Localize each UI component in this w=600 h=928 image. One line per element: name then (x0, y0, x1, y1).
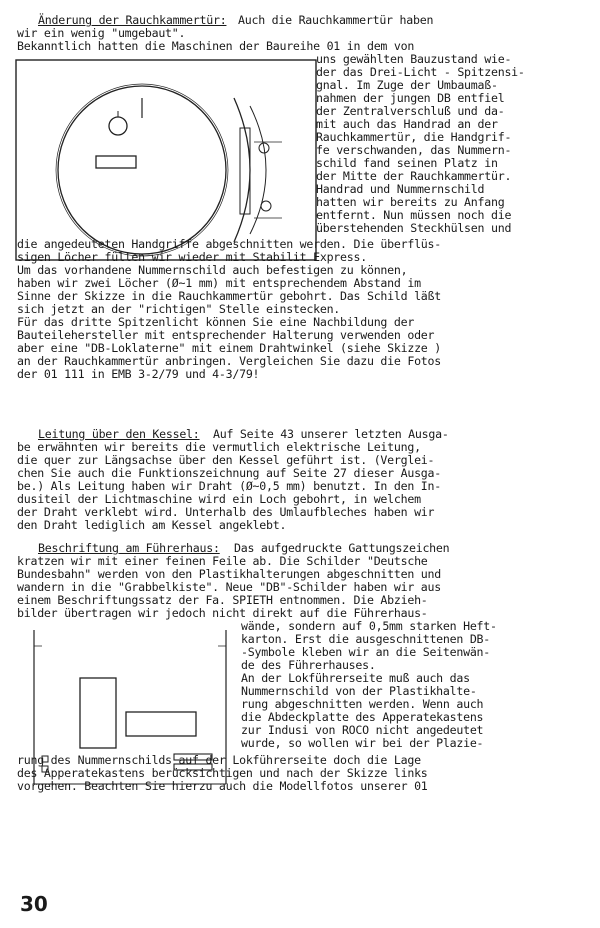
text-line: Sinne der Skizze in die Rauchkammertür gebohrt. Das Schild läßt (17, 289, 441, 303)
text-line: Auch die Rauchkammertür haben (238, 13, 434, 27)
text-line: den Draht lediglich am Kessel angeklebt. (17, 518, 287, 532)
text-line: überstehenden Steckhülsen und (316, 221, 512, 235)
text-line: uns gewählten Bauzustand wie- (316, 52, 512, 66)
text-line: sich jetzt an der "richtigen" Stelle einstecken. (17, 302, 341, 316)
text-line: des Apperatekastens berücksichtigen und nach der Skizze links (17, 766, 428, 780)
page-number: 30 (20, 892, 48, 916)
text-line: Rauchkammertür, die Handgrif- (316, 130, 512, 144)
section-heading-beschriftung: Beschriftung am Führerhaus: (38, 541, 220, 555)
text-line: einem Beschriftungssatz der Fa. SPIETH entnommen. Die Abzieh- (17, 593, 428, 607)
section-heading-rauchkammertuer: Änderung der Rauchkammertür: (38, 13, 227, 27)
text-line: die Abdeckplatte des Apperatekastens (241, 710, 484, 724)
text-line: fe verschwanden, das Nummern- (316, 143, 512, 157)
text-line: chen Sie auch die Funktionszeichnung auf Seite 27 dieser Ausga- (17, 466, 441, 480)
text-line: an der Rauchkammertür anbringen. Vergleichen Sie dazu die Fotos (17, 354, 441, 368)
text-line: wände, sondern auf 0,5mm starken Heft- (241, 619, 497, 633)
text-line: Bauteilehersteller mit entsprechender Halterung verwenden oder (17, 328, 435, 342)
text-line: aber eine "DB-Loklaterne" mit einem Drahtwinkel (siehe Skizze ) (17, 341, 441, 355)
text-line: wurde, so wollen wir bei der Plazie- (241, 736, 484, 750)
text-line: An der Lokführerseite muß auch das (241, 671, 470, 685)
text-line: der Mitte der Rauchkammertür. (316, 169, 512, 183)
text-line: bilder übertragen wir jedoch nicht direkt auf die Führerhaus- (17, 606, 428, 620)
text-line: zur Indusi von ROCO nicht angedeutet (241, 723, 484, 737)
text-line: der das Drei-Licht - Spitzensi- (316, 65, 525, 79)
text-line: kratzen wir mit einer feinen Feile ab. Die Schilder "Deutsche (17, 554, 428, 568)
text-line: nahmen der jungen DB entfiel (316, 91, 505, 105)
text-line: Das aufgedruckte Gattungszeichen (234, 541, 450, 555)
text-line: der 01 111 in EMB 3-2/79 und 4-3/79! (17, 367, 260, 381)
text-line: Nummernschild von der Plastikhalte- (241, 684, 477, 698)
text-line: Auf Seite 43 unserer letzten Ausga- (213, 427, 449, 441)
section-heading-leitung: Leitung über den Kessel: (38, 427, 200, 441)
text-line: Um das vorhandene Nummernschild auch befestigen zu können, (17, 263, 408, 277)
text-line: -Symbole kleben wir an die Seitenwän- (241, 645, 491, 659)
text-line: hatten wir bereits zu Anfang (316, 195, 505, 209)
text-line: Handrad und Nummernschild (316, 182, 485, 196)
text-line: rung des Nummernschilds auf der Lokführerseite doch die Lage (17, 753, 421, 767)
text-line: die quer zur Längsachse über den Kessel geführt ist. (Verglei- (17, 453, 435, 467)
text-line: karton. Erst die ausgeschnittenen DB- (241, 632, 491, 646)
text-line: der Zentralverschluß und da- (316, 104, 505, 118)
text-line: haben wir zwei Löcher (Ø~1 mm) mit entsprechendem Abstand im (17, 276, 421, 290)
text-line: wir ein wenig "umgebaut". (17, 26, 186, 40)
text-line: rung abgeschnitten werden. Wenn auch (241, 697, 484, 711)
smokebox-door-sketch (14, 58, 320, 263)
text-line: dusiteil der Lichtmaschine wird ein Loch gebohrt, in welchem (17, 492, 421, 506)
text-line: mit auch das Handrad an der (316, 117, 498, 131)
text-line: Für das dritte Spitzenlicht können Sie eine Nachbildung der (17, 315, 415, 329)
text-line: Bekanntlich hatten die Maschinen der Baureihe 01 in dem von (17, 39, 415, 53)
text-line: die angedeuteten Handgriffe abgeschnitten werden. Die überflüs- (17, 237, 441, 251)
text-line: wandern in die "Grabbelkiste". Neue "DB"-Schilder haben wir aus (17, 580, 441, 594)
text-line: de des Führerhauses. (241, 658, 376, 672)
text-line: be erwähnten wir bereits die vermutlich elektrische Leitung, (17, 440, 421, 454)
text-line: der Draht verklebt wird. Unterhalb des Umlaufbleches haben wir (17, 505, 435, 519)
text-line: vorgehen. Beachten Sie hierzu auch die Modellfotos unserer 01 (17, 779, 428, 793)
text-line: sigen Löcher füllen wir wieder mit Stabilit Express. (17, 250, 367, 264)
text-line: schild fand seinen Platz in (316, 156, 498, 170)
text-line: Bundesbahn" werden von den Plastikhalterungen abgeschnitten und (17, 567, 441, 581)
text-line: gnal. Im Zuge der Umbaumaß- (316, 78, 498, 92)
text-line: be.) Als Leitung haben wir Draht (Ø~0,5 mm) benutzt. In den In- (17, 479, 441, 493)
text-line: entfernt. Nun müssen noch die (316, 208, 512, 222)
